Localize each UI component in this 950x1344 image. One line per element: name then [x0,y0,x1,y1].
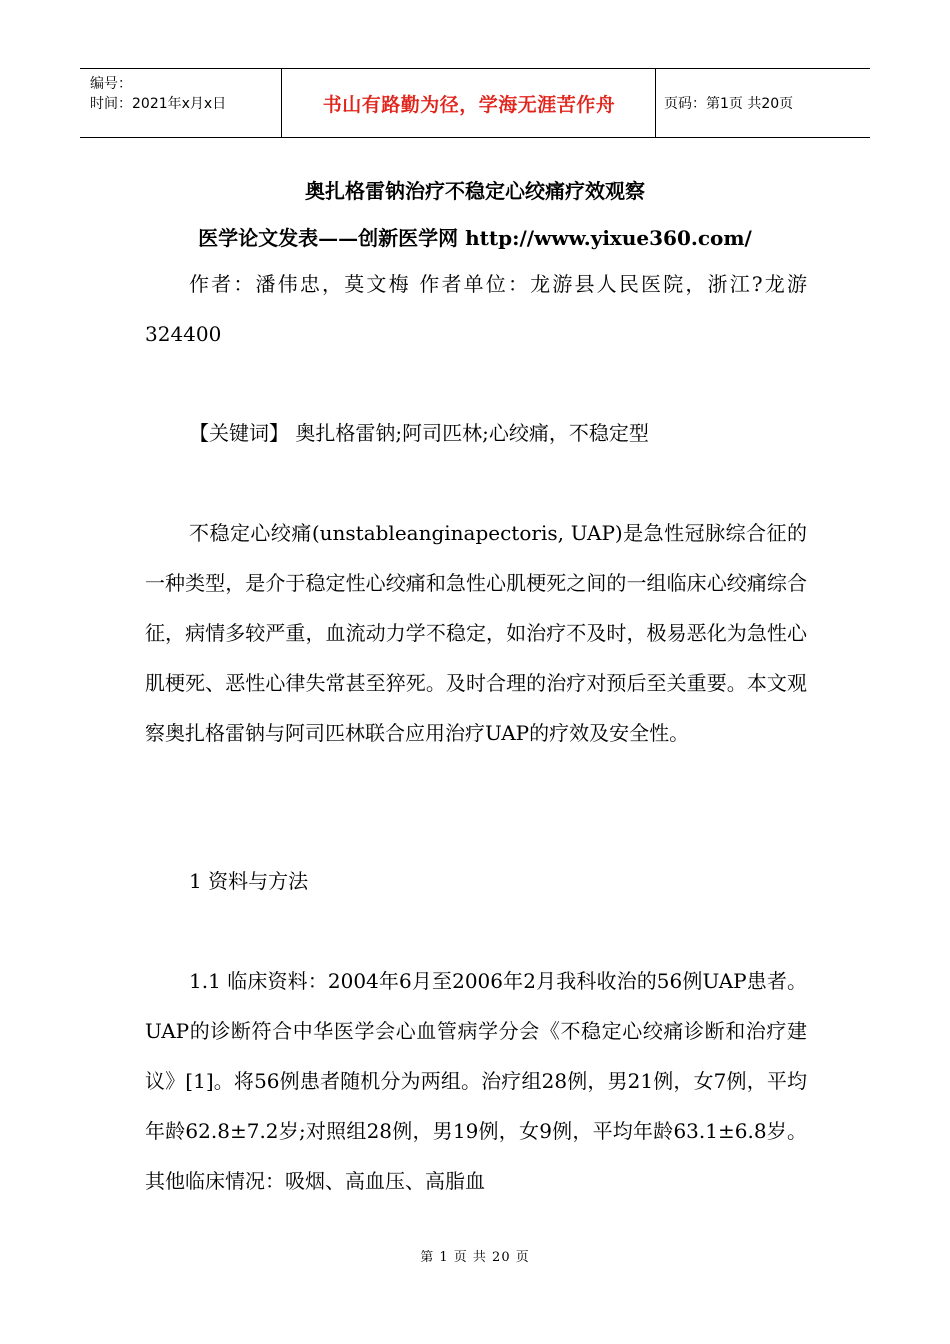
page-header [80,68,870,138]
author-line: 作者：潘伟忠，莫文梅 作者单位：龙游县人民医院，浙江?龙游 324400 [145,272,807,346]
intro-paragraph: 不稳定心绞痛(unstableanginapectoris, UAP)是急性冠脉综合征的一种类型，是介于稳定性心绞痛和急性心肌梗死之间的一组临床心绞痛综合征，病情多较严重，血流动力学不稳定，如治疗不及时，极易恶化为急性心肌梗死、恶性心律失常甚至猝死。及时合理的治疗对预后至关重要。本文观察奥扎格雷钠与阿司匹林联合应用治疗UAP的疗效及安全性。 [145,521,807,745]
document-subtitle: 医学论文发表——创新医学网 http://www.yixue360.com/ [198,226,752,250]
header-motto: 书山有路勤为径，学海无涯苦作舟 [322,93,616,116]
header-time-label: 时间：2021年x月x日 [90,96,227,112]
header-number-label: 编号： [90,76,132,92]
header-divider [655,69,656,137]
clinical-paragraph: 1.1 临床资料：2004年6月至2006年2月我科收治的56例UAP患者。UAP的诊断符合中华医学会心血管病学分会《不稳定心绞痛诊断和治疗建议》[1]。将56例患者随机分为两组。治疗组28例，男21例，女7例，平均年龄62.8±7.2岁;对照组28例，男19例，女9例，平均年龄63.1±6.8岁。其他临床情况：吸烟、高血压、高脂血 [145,969,807,1193]
keywords-paragraph: 【关键词】 奥扎格雷钠;阿司匹林;心绞痛，不稳定型 [189,421,649,445]
page-footer: 第 1 页 共 20 页 [420,1250,530,1265]
header-meta [90,74,226,114]
section-heading: 1 资料与方法 [189,869,309,893]
document-title: 奥扎格雷钠治疗不稳定心绞痛疗效观察 [305,179,645,203]
header-page-info: 页码：第1页 共20页 [664,96,794,112]
